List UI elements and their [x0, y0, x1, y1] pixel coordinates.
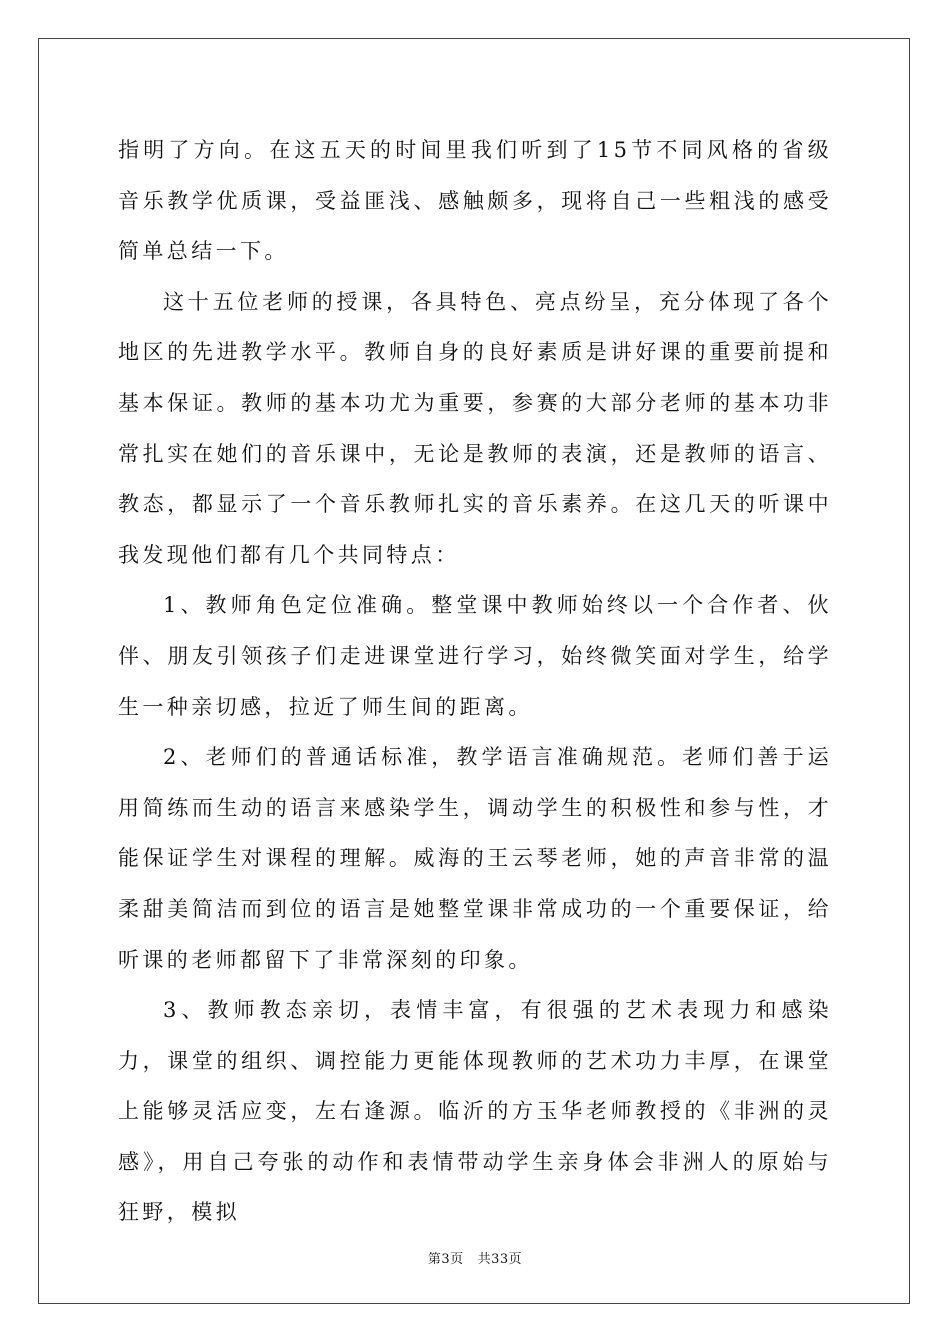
- page-number: 第3页: [427, 1252, 464, 1267]
- paragraph-1: 指明了方向。在这五天的时间里我们听到了15节不同风格的省级音乐教学优质课，受益匪浅、感触颇多，现将自己一些粗浅的感受简单总结一下。: [118, 138, 832, 264]
- paragraph-5: 3、教师教态亲切，表情丰富，有很强的艺术表现力和感染力，课堂的组织、调控能力更能体现教师的艺术功力丰厚，在课堂上能够灵活应变，左右逢源。临沂的方玉华老师教授的《非洲的灵感》，用自己夸张的动作和表情带动学生亲身体会非洲人的原始与狂野，模拟: [118, 998, 832, 1225]
- document-body: [118, 125, 832, 1238]
- paragraph-2: 这十五位老师的授课，各具特色、亮点纷呈，充分体现了各个地区的先进教学水平。教师自身的良好素质是讲好课的重要前提和基本保证。教师的基本功尤为重要，参赛的大部分老师的基本功非常扎实在她们的音乐课中，无论是教师的表演，还是教师的语言、教态，都显示了一个音乐教师扎实的音乐素养。在这几天的听课中我发现他们都有几个共同特点：: [118, 289, 832, 567]
- paragraph-4: 2、老师们的普通话标准，教学语言准确规范。老师们善于运用简练而生动的语言来感染学生，调动学生的积极性和参与性，才能保证学生对课程的理解。威海的王云琴老师，她的声音非常的温柔甜美简洁而到位的语言是她整堂课非常成功的一个重要保证，给听课的老师都留下了非常深刻的印象。: [118, 745, 832, 972]
- paragraph-3: 1、教师角色定位准确。整堂课中教师始终以一个合作者、伙伴、朋友引领孩子们走进课堂进行学习，始终微笑面对学生，给学生一种亲切感，拉近了师生间的距离。: [118, 593, 832, 719]
- page-footer: [0, 1248, 950, 1267]
- page-total: 共33页: [477, 1252, 523, 1267]
